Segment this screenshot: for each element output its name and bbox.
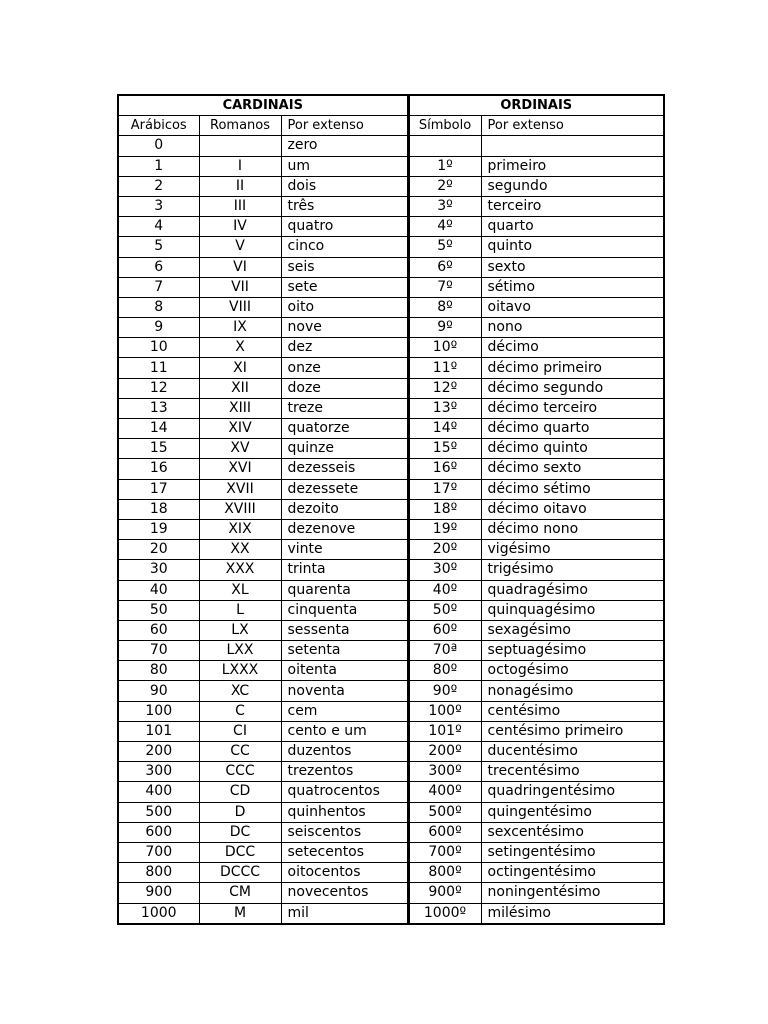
arabic-cell: 14 (118, 419, 199, 439)
roman-cell: LX (199, 620, 281, 640)
table-row (118, 782, 664, 802)
arabic-cell: 9 (118, 318, 199, 338)
roman-cell: M (199, 903, 281, 924)
arabic-cell: 60 (118, 620, 199, 640)
arabic-cell: 80 (118, 661, 199, 681)
roman-cell: I (199, 156, 281, 176)
ordinal-extenso-cell: centésimo (481, 701, 664, 721)
cardinal-extenso-cell: oitocentos (281, 863, 408, 883)
table-row (118, 519, 664, 539)
ordinal-symbol-cell: 5º (408, 237, 481, 257)
cardinal-extenso-cell: oito (281, 297, 408, 317)
cardinal-extenso-cell: cinquenta (281, 600, 408, 620)
ordinal-symbol-cell: 1º (408, 156, 481, 176)
ordinal-extenso-cell: décimo nono (481, 519, 664, 539)
arabic-cell: 3 (118, 196, 199, 216)
table-row (118, 156, 664, 176)
arabic-cell: 800 (118, 863, 199, 883)
roman-cell: III (199, 196, 281, 216)
table-row (118, 540, 664, 560)
arabic-cell: 13 (118, 398, 199, 418)
roman-cell: L (199, 600, 281, 620)
cardinal-extenso-cell: dezesseis (281, 459, 408, 479)
arabic-cell: 900 (118, 883, 199, 903)
roman-cell: VI (199, 257, 281, 277)
cardinal-extenso-cell: seiscentos (281, 822, 408, 842)
roman-cell: XXX (199, 560, 281, 580)
table-row (118, 459, 664, 479)
ordinal-symbol-cell: 9º (408, 318, 481, 338)
roman-cell: CI (199, 721, 281, 741)
cardinal-extenso-cell: zero (281, 136, 408, 156)
ordinal-extenso-cell: ducentésimo (481, 742, 664, 762)
roman-cell: LXXX (199, 661, 281, 681)
ordinal-extenso-cell: septuagésimo (481, 641, 664, 661)
ordinal-extenso-cell: centésimo primeiro (481, 721, 664, 741)
arabic-cell: 600 (118, 822, 199, 842)
cardinal-extenso-cell: dezessete (281, 479, 408, 499)
ordinal-extenso-cell: décimo terceiro (481, 398, 664, 418)
ordinal-symbol-cell: 1000º (408, 903, 481, 924)
ordinal-extenso-cell: quarto (481, 217, 664, 237)
arabic-cell: 10 (118, 338, 199, 358)
table-row (118, 580, 664, 600)
table-row (118, 257, 664, 277)
cardinal-extenso-cell: um (281, 156, 408, 176)
table-row (118, 479, 664, 499)
cardinal-extenso-cell: doze (281, 378, 408, 398)
ordinal-extenso-cell: primeiro (481, 156, 664, 176)
ordinal-extenso-cell: sétimo (481, 277, 664, 297)
ordinal-extenso-cell: segundo (481, 176, 664, 196)
arabic-cell: 5 (118, 237, 199, 257)
table-row (118, 338, 664, 358)
arabic-cell: 700 (118, 842, 199, 862)
ordinal-symbol-cell: 700º (408, 842, 481, 862)
cardinal-extenso-cell: trezentos (281, 762, 408, 782)
table-row (118, 499, 664, 519)
ordinal-extenso-cell: trecentésimo (481, 762, 664, 782)
table-row (118, 176, 664, 196)
arabic-cell: 300 (118, 762, 199, 782)
ordinal-extenso-cell: sexcentésimo (481, 822, 664, 842)
ordinal-symbol-cell: 80º (408, 661, 481, 681)
roman-cell: XC (199, 681, 281, 701)
roman-cell: C (199, 701, 281, 721)
arabic-cell: 19 (118, 519, 199, 539)
roman-cell: XVI (199, 459, 281, 479)
header-romanos: Romanos (199, 116, 281, 136)
table-row (118, 661, 664, 681)
column-header-row (118, 116, 664, 136)
cardinal-extenso-cell: mil (281, 903, 408, 924)
table-row (118, 903, 664, 924)
table-row (118, 237, 664, 257)
cardinal-extenso-cell: vinte (281, 540, 408, 560)
ordinal-symbol-cell: 40º (408, 580, 481, 600)
roman-cell: VII (199, 277, 281, 297)
cardinal-extenso-cell: oitenta (281, 661, 408, 681)
cardinal-extenso-cell: noventa (281, 681, 408, 701)
arabic-cell: 100 (118, 701, 199, 721)
roman-cell: X (199, 338, 281, 358)
table-row (118, 620, 664, 640)
cardinal-extenso-cell: dois (281, 176, 408, 196)
table-row (118, 560, 664, 580)
ordinal-extenso-cell: sexto (481, 257, 664, 277)
cardinal-extenso-cell: dezenove (281, 519, 408, 539)
ordinal-extenso-cell: quadringentésimo (481, 782, 664, 802)
ordinal-symbol-cell: 300º (408, 762, 481, 782)
ordinal-symbol-cell: 15º (408, 439, 481, 459)
arabic-cell: 11 (118, 358, 199, 378)
table-row (118, 802, 664, 822)
table-row (118, 419, 664, 439)
roman-cell: CD (199, 782, 281, 802)
ordinal-extenso-cell: décimo quinto (481, 439, 664, 459)
group-header-row (118, 95, 664, 116)
arabic-cell: 4 (118, 217, 199, 237)
cardinal-extenso-cell: sessenta (281, 620, 408, 640)
table-row (118, 863, 664, 883)
ordinal-symbol-cell: 50º (408, 600, 481, 620)
header-arabicos: Arábicos (118, 116, 199, 136)
roman-cell: LXX (199, 641, 281, 661)
ordinal-symbol-cell: 20º (408, 540, 481, 560)
cardinal-extenso-cell: quatorze (281, 419, 408, 439)
cardinal-extenso-cell: trinta (281, 560, 408, 580)
roman-cell: V (199, 237, 281, 257)
table-row (118, 822, 664, 842)
roman-cell: IV (199, 217, 281, 237)
ordinal-extenso-cell: nono (481, 318, 664, 338)
cardinal-extenso-cell: quatrocentos (281, 782, 408, 802)
cardinal-extenso-cell: quatro (281, 217, 408, 237)
arabic-cell: 15 (118, 439, 199, 459)
arabic-cell: 17 (118, 479, 199, 499)
ordinal-symbol-cell: 90º (408, 681, 481, 701)
arabic-cell: 6 (118, 257, 199, 277)
cardinal-extenso-cell: setecentos (281, 842, 408, 862)
table-row (118, 358, 664, 378)
ordinal-extenso-cell: décimo sexto (481, 459, 664, 479)
ordinal-symbol-cell (408, 136, 481, 156)
ordinal-symbol-cell: 11º (408, 358, 481, 378)
roman-cell: XII (199, 378, 281, 398)
ordinal-symbol-cell: 8º (408, 297, 481, 317)
cardinal-extenso-cell: cem (281, 701, 408, 721)
table-row (118, 742, 664, 762)
table-row (118, 217, 664, 237)
ordinal-extenso-cell: décimo segundo (481, 378, 664, 398)
arabic-cell: 40 (118, 580, 199, 600)
ordinal-extenso-cell: nonagésimo (481, 681, 664, 701)
ordinal-symbol-cell: 400º (408, 782, 481, 802)
table-row (118, 318, 664, 338)
ordinal-symbol-cell: 14º (408, 419, 481, 439)
cardinal-extenso-cell: três (281, 196, 408, 216)
numerals-table (117, 94, 665, 925)
roman-cell: CC (199, 742, 281, 762)
table-row (118, 842, 664, 862)
ordinal-symbol-cell: 3º (408, 196, 481, 216)
roman-cell: DCC (199, 842, 281, 862)
roman-cell: XVII (199, 479, 281, 499)
ordinal-extenso-cell: décimo (481, 338, 664, 358)
cardinal-extenso-cell: cento e um (281, 721, 408, 741)
ordinal-symbol-cell: 6º (408, 257, 481, 277)
cardinal-extenso-cell: treze (281, 398, 408, 418)
table-row (118, 883, 664, 903)
cardinal-extenso-cell: quarenta (281, 580, 408, 600)
ordinal-extenso-cell: oitavo (481, 297, 664, 317)
ordinal-symbol-cell: 900º (408, 883, 481, 903)
ordinal-extenso-cell: noningentésimo (481, 883, 664, 903)
table-row (118, 378, 664, 398)
roman-cell: CCC (199, 762, 281, 782)
ordinal-extenso-cell: quingentésimo (481, 802, 664, 822)
ordinal-symbol-cell: 4º (408, 217, 481, 237)
ordinal-extenso-cell: octingentésimo (481, 863, 664, 883)
ordinal-symbol-cell: 800º (408, 863, 481, 883)
ordinal-symbol-cell: 2º (408, 176, 481, 196)
ordinal-extenso-cell: sexagésimo (481, 620, 664, 640)
roman-cell: DCCC (199, 863, 281, 883)
ordinal-extenso-cell: terceiro (481, 196, 664, 216)
table-row (118, 600, 664, 620)
ordinal-extenso-cell: vigésimo (481, 540, 664, 560)
ordinal-symbol-cell: 600º (408, 822, 481, 842)
ordinal-extenso-cell: trigésimo (481, 560, 664, 580)
ordinal-extenso-cell: quinquagésimo (481, 600, 664, 620)
arabic-cell: 500 (118, 802, 199, 822)
arabic-cell: 20 (118, 540, 199, 560)
table-row (118, 762, 664, 782)
table-row (118, 277, 664, 297)
ordinal-symbol-cell: 7º (408, 277, 481, 297)
arabic-cell: 90 (118, 681, 199, 701)
arabic-cell: 7 (118, 277, 199, 297)
ordinal-symbol-cell: 12º (408, 378, 481, 398)
ordinal-extenso-cell: quinto (481, 237, 664, 257)
roman-cell (199, 136, 281, 156)
roman-cell: XI (199, 358, 281, 378)
arabic-cell: 200 (118, 742, 199, 762)
arabic-cell: 30 (118, 560, 199, 580)
arabic-cell: 16 (118, 459, 199, 479)
header-ordinais: ORDINAIS (408, 95, 664, 116)
cardinal-extenso-cell: quinhentos (281, 802, 408, 822)
ordinal-extenso-cell: décimo quarto (481, 419, 664, 439)
ordinal-symbol-cell: 60º (408, 620, 481, 640)
cardinal-extenso-cell: nove (281, 318, 408, 338)
header-por-extenso-cardinal: Por extenso (281, 116, 408, 136)
arabic-cell: 1000 (118, 903, 199, 924)
cardinal-extenso-cell: novecentos (281, 883, 408, 903)
roman-cell: XIX (199, 519, 281, 539)
roman-cell: CM (199, 883, 281, 903)
table-row (118, 641, 664, 661)
arabic-cell: 101 (118, 721, 199, 741)
roman-cell: XIV (199, 419, 281, 439)
cardinal-extenso-cell: setenta (281, 641, 408, 661)
ordinal-symbol-cell: 18º (408, 499, 481, 519)
cardinal-extenso-cell: seis (281, 257, 408, 277)
header-simbolo: Símbolo (408, 116, 481, 136)
arabic-cell: 50 (118, 600, 199, 620)
arabic-cell: 18 (118, 499, 199, 519)
roman-cell: VIII (199, 297, 281, 317)
arabic-cell: 2 (118, 176, 199, 196)
table-row (118, 398, 664, 418)
ordinal-extenso-cell: setingentésimo (481, 842, 664, 862)
ordinal-symbol-cell: 100º (408, 701, 481, 721)
roman-cell: DC (199, 822, 281, 842)
roman-cell: XX (199, 540, 281, 560)
table-body (118, 136, 664, 924)
roman-cell: II (199, 176, 281, 196)
table-row (118, 701, 664, 721)
ordinal-symbol-cell: 19º (408, 519, 481, 539)
ordinal-extenso-cell: décimo primeiro (481, 358, 664, 378)
ordinal-extenso-cell: milésimo (481, 903, 664, 924)
roman-cell: XIII (199, 398, 281, 418)
cardinal-extenso-cell: dez (281, 338, 408, 358)
ordinal-extenso-cell: décimo sétimo (481, 479, 664, 499)
ordinal-symbol-cell: 17º (408, 479, 481, 499)
ordinal-symbol-cell: 101º (408, 721, 481, 741)
table-row (118, 297, 664, 317)
ordinal-extenso-cell: octogésimo (481, 661, 664, 681)
roman-cell: XL (199, 580, 281, 600)
ordinal-extenso-cell (481, 136, 664, 156)
arabic-cell: 0 (118, 136, 199, 156)
cardinal-extenso-cell: onze (281, 358, 408, 378)
arabic-cell: 8 (118, 297, 199, 317)
header-cardinais: CARDINAIS (118, 95, 408, 116)
table-row (118, 721, 664, 741)
ordinal-symbol-cell: 16º (408, 459, 481, 479)
roman-cell: D (199, 802, 281, 822)
cardinal-extenso-cell: duzentos (281, 742, 408, 762)
ordinal-symbol-cell: 30º (408, 560, 481, 580)
roman-cell: XV (199, 439, 281, 459)
cardinal-extenso-cell: quinze (281, 439, 408, 459)
arabic-cell: 70 (118, 641, 199, 661)
ordinal-symbol-cell: 70ª (408, 641, 481, 661)
ordinal-symbol-cell: 200º (408, 742, 481, 762)
ordinal-symbol-cell: 13º (408, 398, 481, 418)
cardinal-extenso-cell: cinco (281, 237, 408, 257)
cardinal-extenso-cell: sete (281, 277, 408, 297)
ordinal-extenso-cell: quadragésimo (481, 580, 664, 600)
roman-cell: IX (199, 318, 281, 338)
header-por-extenso-ordinal: Por extenso (481, 116, 664, 136)
ordinal-symbol-cell: 10º (408, 338, 481, 358)
ordinal-symbol-cell: 500º (408, 802, 481, 822)
roman-cell: XVIII (199, 499, 281, 519)
table-row (118, 681, 664, 701)
ordinal-extenso-cell: décimo oitavo (481, 499, 664, 519)
arabic-cell: 12 (118, 378, 199, 398)
table-row (118, 196, 664, 216)
table-row (118, 439, 664, 459)
arabic-cell: 400 (118, 782, 199, 802)
table-row (118, 136, 664, 156)
cardinal-extenso-cell: dezoito (281, 499, 408, 519)
arabic-cell: 1 (118, 156, 199, 176)
